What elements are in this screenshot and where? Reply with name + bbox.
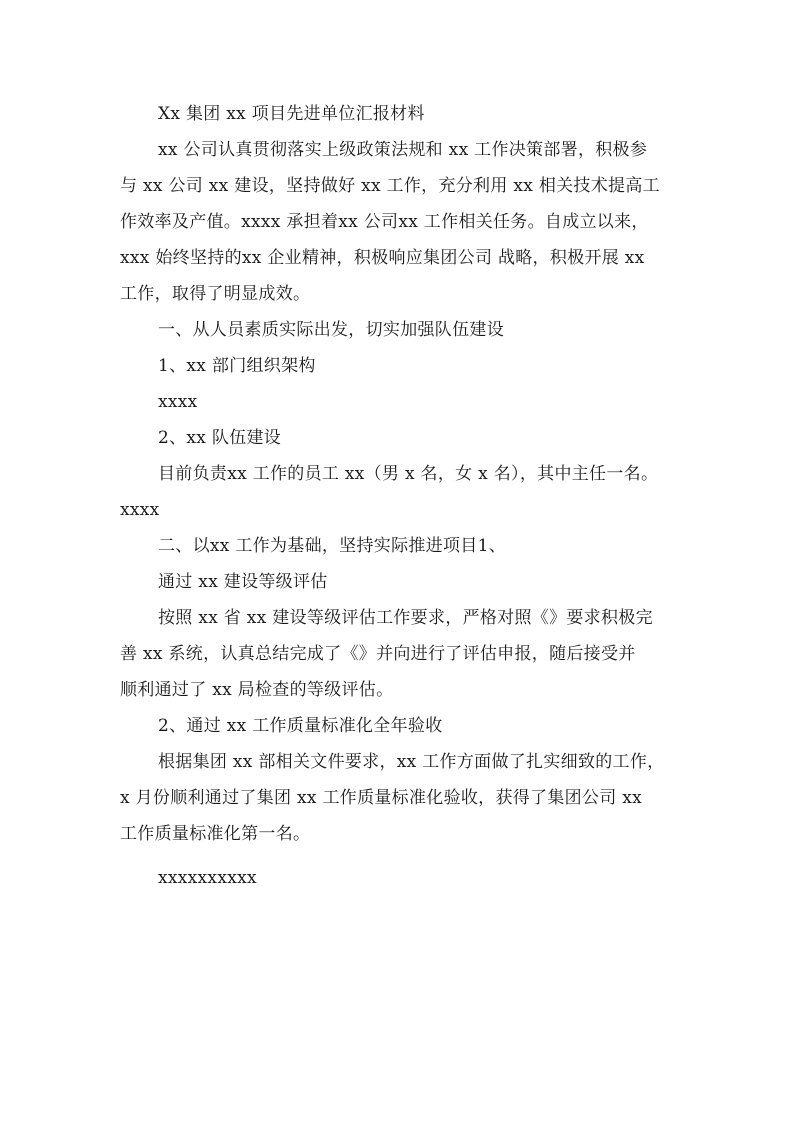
intro-line: 作效率及产值。xxxx 承担着xx 公司xx 工作相关任务。自成立以来， xyxy=(120,212,649,232)
sub1-line: 顺利通过了 xx 局检查的等级评估。 xyxy=(120,680,394,700)
intro-line: 与 xx 公司 xx 建设，坚持做好 xx 工作，充分利用 xx 相关技术提高工 xyxy=(120,176,660,196)
item1-heading: 1、xx 部门组织架构 xyxy=(158,356,316,376)
item2-body-line: 目前负责xx 工作的员工 xx（男 x 名，女 x 名），其中主任一名。 xyxy=(158,464,659,484)
intro-line: xx 公司认真贯彻落实上级政策法规和 xx 工作决策部署，积极参 xyxy=(158,140,648,160)
sub2-line: 根据集团 xx 部相关文件要求，xx 工作方面做了扎实细致的工作， xyxy=(158,752,665,772)
document-page xyxy=(120,96,676,896)
closing-text: xxxxxxxxxx xyxy=(158,868,257,888)
item1-body: xxxx xyxy=(158,392,198,412)
sub2-paragraph xyxy=(120,744,676,852)
sub1-heading: 通过 xx 建设等级评估 xyxy=(158,572,328,592)
sub2-line: x 月份顺利通过了集团 xx 工作质量标准化验收，获得了集团公司 xx xyxy=(120,788,643,808)
intro-line: 工作，取得了明显成效。 xyxy=(120,284,311,304)
intro-line: xxx 始终坚持的xx 企业精神，积极响应集团公司 战略，积极开展 xx xyxy=(120,248,645,268)
sub2-line: 工作质量标准化第一名。 xyxy=(120,824,311,844)
item2-heading: 2、xx 队伍建设 xyxy=(158,428,282,448)
item2-body-line: xxxx xyxy=(120,500,160,520)
intro-paragraph xyxy=(120,132,676,312)
section1-heading: 一、从人员素质实际出发，切实加强队伍建设 xyxy=(158,320,504,340)
document-title: Xx 集团 xx 项目先进单位汇报材料 xyxy=(158,104,425,124)
sub2-heading: 2、通过 xx 工作质量标准化全年验收 xyxy=(158,716,443,736)
section2-heading: 二、以xx 工作为基础，坚持实际推进项目1、 xyxy=(158,536,506,556)
sub1-line: 善 xx 系统，认真总结完成了《》并向进行了评估申报，随后接受并 xyxy=(120,644,636,664)
sub1-line: 按照 xx 省 xx 建设等级评估工作要求，严格对照《》要求积极完 xyxy=(158,608,653,628)
sub1-paragraph xyxy=(120,600,676,708)
